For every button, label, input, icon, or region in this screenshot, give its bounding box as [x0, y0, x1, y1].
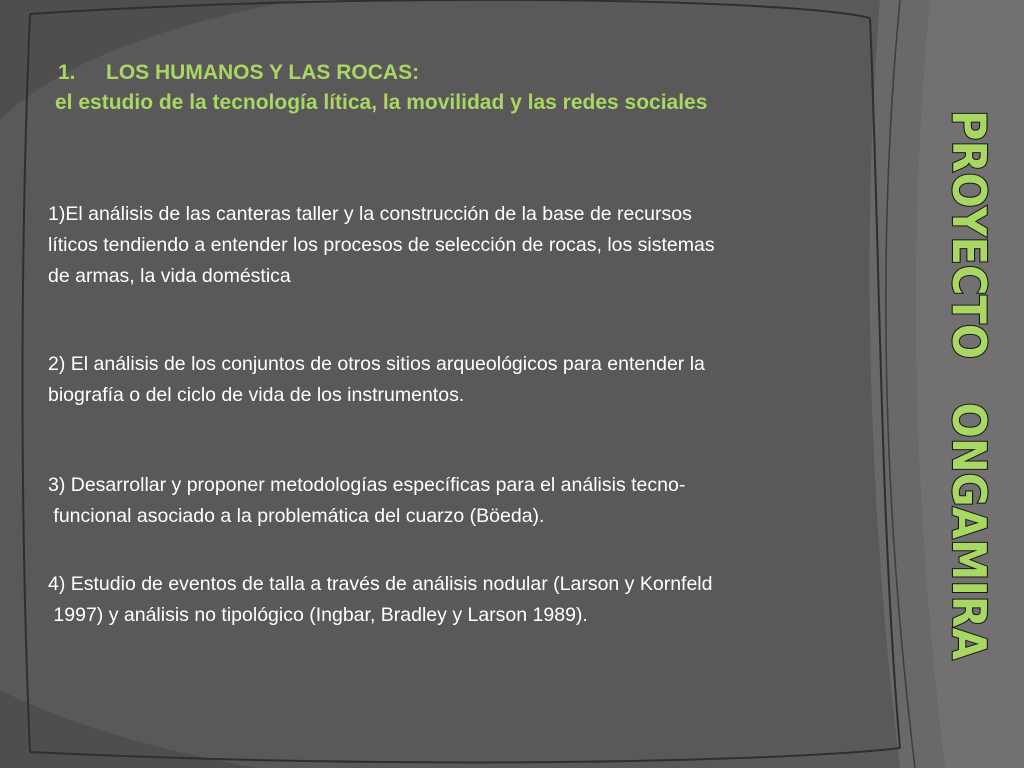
paragraph-1 — [48, 199, 848, 292]
paragraph-line: 4) Estudio de eventos de talla a través de análisis nodular (Larson y Kornfeld — [48, 573, 713, 595]
paragraph-line: 3) Desarrollar y proponer metodologías específicas para el análisis tecno- — [48, 474, 686, 496]
paragraph-line: funcional asociado a la problemática del cuarzo (Böeda). — [48, 505, 545, 527]
paragraph-2 — [48, 349, 848, 411]
paragraph-3 — [48, 470, 848, 532]
heading-title: LOS HUMANOS Y LAS ROCAS: — [106, 61, 420, 84]
heading-subtitle: el estudio de la tecnología lítica, la movilidad y las redes sociales — [55, 91, 708, 114]
paragraph-line: biografía o del ciclo de vida de los instrumentos. — [48, 384, 465, 406]
slide-heading — [55, 58, 858, 118]
side-title — [928, 110, 1008, 719]
paragraph-line: 2) El análisis de los conjuntos de otros sitios arqueológicos para entender la — [48, 353, 705, 375]
paragraph-4 — [48, 569, 848, 631]
heading-number: 1. — [58, 61, 76, 84]
heading-line-1 — [58, 58, 858, 88]
paragraph-line: 1997) y análisis no tipológico (Ingbar, Bradley y Larson 1989). — [48, 604, 588, 626]
side-title-text: PROYECTO ONGAMIRA — [942, 110, 996, 719]
paragraph-line: de armas, la vida doméstica — [48, 265, 291, 287]
paragraph-line: 1)El análisis de las canteras taller y la construcción de la base de recursos — [48, 203, 692, 225]
side-title-svg — [928, 110, 1008, 719]
paragraph-line: líticos tendiendo a entender los procesos de selección de rocas, los sistemas — [48, 234, 715, 256]
